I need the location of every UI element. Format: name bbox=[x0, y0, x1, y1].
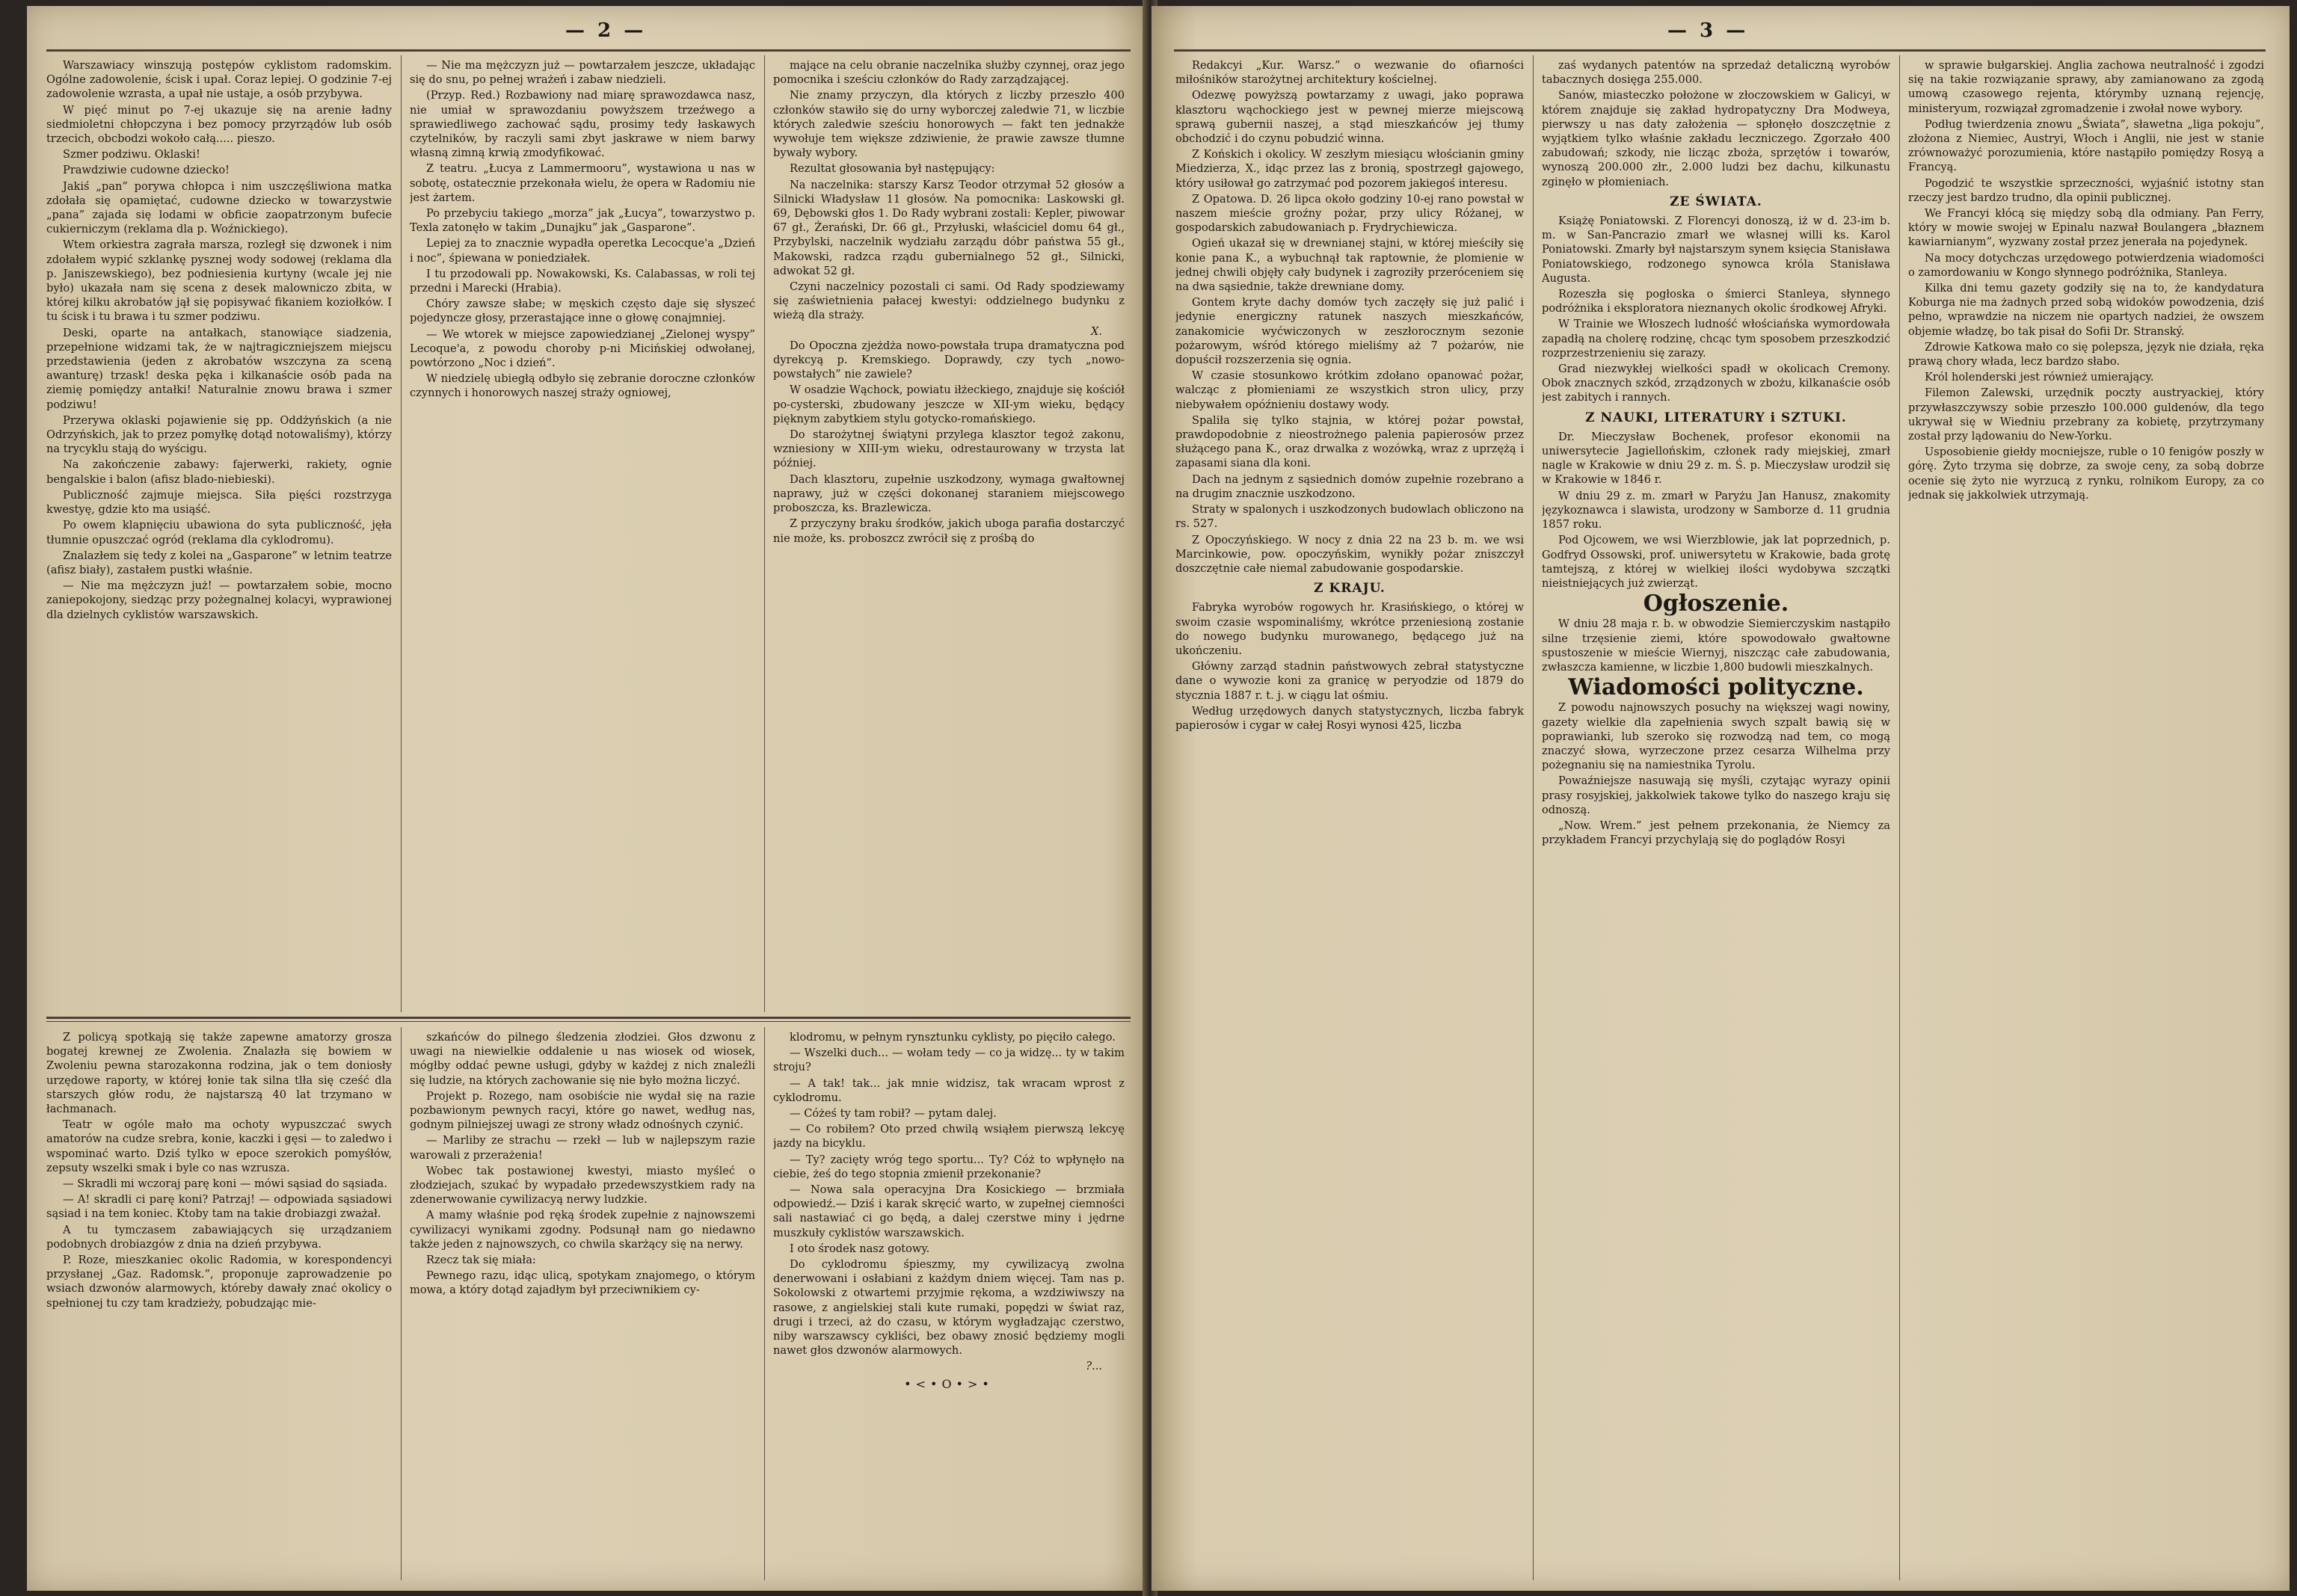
paragraph: W czasie stosunkowo krótkim zdołano opanować pożar, walcząc z płomieniami ze wszystkich stron ulicy, przy niebywałem opóźnieniu dostawy wody. bbox=[1175, 369, 1524, 411]
paragraph: — A! skradli ci parę koni? Patrzaj! — odpowiada sąsiadowi sąsiad i na tem koniec. Ktoby tam na takie drobiazgi zważał. bbox=[46, 1193, 392, 1221]
paragraph: — Nie ma mężczyzn już — powtarzałem jeszcze, układając się do snu, po pełnej wrażeń i zabaw niedzieli. bbox=[410, 59, 755, 87]
paragraph: Projekt p. Rozego, nam osobiście nie wydał się na razie pozbawionym pewnych racyi, które go nawet, według nas, godnym pilniejszej uwagi ze strony władz odnośnych czynić. bbox=[410, 1089, 755, 1132]
paragraph: Rzecz tak się miała: bbox=[426, 1254, 536, 1267]
paragraph: Główny zarząd stadnin państwowych zebrał statystyczne dane o wywozie koni za granicę w peryodzie od 1879 do stycznia 1887 r. t. j. w ciągu lat ośmiu. bbox=[1175, 660, 1524, 702]
right-page bbox=[1151, 6, 2290, 1591]
header-rule-right bbox=[1174, 49, 2266, 52]
paragraph: Deski, oparte na antałkach, stanowiące siadzenia, przepełnione widzami tak, że w najtragiczniejszem miejscu przedstawienia (jeden z akrobatów wszczyna za sceną awanturę) trzask! deska pęka i kilkanaście osób pada na ziemię pomiędzy antałki! Naturalnie znowu brawa i szmer podziwu! bbox=[46, 326, 392, 411]
paragraph: Dach na jednym z sąsiednich domów zupełnie rozebrano a na drugim znacznie uszkodzono. bbox=[1175, 472, 1524, 500]
paragraph: Nie znamy przyczyn, dla których z liczby przeszło 400 członków stawiło się do urny wyborczej zaledwie 71, w liczbie których zaledwie sześciu honorowych — fakt ten jednakże wywołuje tem większe zdziwienie, że prawie zawsze tłumne bywały wybory. bbox=[773, 89, 1125, 160]
paragraph: — Nie ma mężczyzn już! — powtarzałem sobie, mocno zaniepokojony, siedząc przy pożegnalnej kolacyi, wyprawionej dla dzielnych cyklistów warszawskich. bbox=[46, 579, 392, 621]
paragraph: — Co robiłem? Oto przed chwilą wsiąłem pierwszą lekcyę jazdy na bicyklu. bbox=[773, 1123, 1125, 1150]
paragraph: w sprawie bułgarskiej. Anglia zachowa neutralność i zgodzi się na takie rozwiązanie sprawy, aby zamianowano za zgodą umową czasowego rejenta, którymby uznaną rejencję, ministeryum, rozwiązał zgromadzenie i zwołał nowe wybory. bbox=[1908, 59, 2264, 115]
signature-x: X. bbox=[1090, 324, 1102, 338]
paragraph: Po owem klapnięciu ubawiona do syta publiczność, jęła tłumnie opuszczać ogród (reklama dla cyklodromu). bbox=[46, 519, 392, 546]
paragraph: Spaliła się tylko stajnia, w której pożar powstał, prawdopodobnie z nieostrożnego palenia papierosów przez służącego pana K., oraz drwalka z wozówką, wraz z uprzężą i zapasami siana dla koni. bbox=[1175, 413, 1524, 470]
paragraph: Warszawiacy winszują postępów cyklistom radomskim. Ogólne zadowolenie, ścisk i upał. Coraz lepiej. O godzinie 7-ej zadowolenie wzrasta, a upał nie ustaje, a osób przybywa. bbox=[46, 59, 392, 101]
paragraph: Do Opoczna zjeżdża nowo-powstała trupa dramatyczna pod dyrekcyą p. Kremskiego. Doprawdy, czy tych „nowo-powstałych” nie zawiele? bbox=[773, 339, 1125, 381]
paragraph: Z teatru. „Łucya z Lammermooru”, wystawiona u nas w sobotę, ostatecznie przekonała wielu, że opera w Radomiu nie jest żartem. bbox=[410, 162, 755, 204]
paragraph: Na mocy dotychczas urzędowego potwierdzenia wiadomości o zamordowaniu w Kongo słynnego podróżnika, Stanleya. bbox=[1908, 251, 2264, 279]
paragraph: Do cyklodromu śpieszmy, my cywilizacyą zwolna denerwowani i osłabiani z każdym dniem więcej. Tam nas p. Sokolowski z otwartemi przyjmie rękoma, a wzdziwiwszy na rasowe, z angielskiej stali kute rumaki, popędzi w świat raz, drugi i trzeci, aż do czasu, w którym wygładzając czerstwo, niby warszawscy cykliści, bez obawy znosić będziemy mogli nawet głos dzwonów alarmowych. bbox=[773, 1258, 1125, 1358]
paragraph: Usposobienie giełdy mocniejsze, ruble o 10 fenigów poszły w górę. Żyto trzyma się dobrze, za swoje ceny, za sobą dobrze ocenie się żyto nie wyrzucą z rynku, rolnikom Europy, za co jednak się jakkolwiek utrzymają. bbox=[1908, 446, 2264, 502]
paragraph: Gontem kryte dachy domów tych zaczęły się już palić i jedynie energiczny ratunek naszych mieszkańców, zanakomicie wyćwiczonych w zeszłorocznym sezonie pożarowym, wśród którego mieliśmy aż 7 pożarów, nie dopuścił rozszerzenia się ognia. bbox=[1175, 296, 1524, 367]
left-page bbox=[27, 6, 1148, 1591]
paragraph: mające na celu obranie naczelnika służby czynnej, oraz jego pomocnika i sześciu członków do Rady zarządzającej. bbox=[773, 59, 1125, 87]
paragraph: Pewnego razu, idąc ulicą, spotykam znajomego, o którym mowa, a który dotąd zajadłym był przeciwnikiem cy- bbox=[410, 1269, 755, 1297]
paragraph: Fabryka wyrobów rogowych hr. Krasińskiego, o której w swoim czasie wspominaliśmy, wkrótce przeniesioną zostanie do nowego budynku murowanego, będącego już na ukończeniu. bbox=[1175, 601, 1524, 657]
paragraph: Z Opatowa. D. 26 lipca około godziny 10-ej rano powstał w naszem mieście groźny pożar, przy ulicy Różanej, w gospodarskich zabudowaniach p. Frydrychiewicza. bbox=[1175, 192, 1524, 235]
paragraph: zaś wydanych patentów na sprzedaż detaliczną wyrobów tabacznych dosięga 255.000. bbox=[1542, 59, 1890, 87]
paragraph: I tu przodowali pp. Nowakowski, Ks. Calabassas, w roli tej przedni i Marecki (Hrabia). bbox=[410, 267, 755, 295]
paragraph: Pod Ojcowem, we wsi Wierzblowie, jak lat poprzednich, p. Godfryd Ossowski, prof. uniwersytetu w Krakowie, bada grotę tamtejszą, z której w wielkiej ilości wydobywa szczątki nieistniejących już zwierząt. bbox=[1542, 534, 1890, 590]
paragraph: Rezultat głosowania był następujący: bbox=[790, 162, 995, 176]
section-heading-wiadomosci-polityczne: Wiadomości polityczne. bbox=[1568, 674, 1864, 701]
paragraph: Na naczelnika: starszy Karsz Teodor otrzymał 52 głosów a Silnicki Władysław 11 głosów. Na pomocnika: Laskowski gł. 69, Dębowski głos 1. Do Rady wybrani zostali: Kepler, piwowar 67 gł., Żerański, Dr. 66 gł., Przyłuski, właściciel domu 64 gł., Przybylski, naczelnik wydziału zarządu dóbr państwa 55 gł., Makowski, radzca rządu gubernialnego 52 gł., Silnicki, adwokat 52 gł. bbox=[773, 178, 1125, 277]
feuilleton-rule bbox=[46, 1017, 1131, 1019]
paragraph: Kilka dni temu gazety godziły się na to, że kandydatura Koburga nie ma żadnych przed sobą widoków powodzenia, dziś pełno, wprawdzie na niczem nie opartych nadziei, że owszem objemie władzę, bo tak pisał do Sofii Dr. Stranský. bbox=[1908, 282, 2264, 338]
paragraph: Z Końskich i okolicy. W zeszłym miesiącu włościanin gminy Miedzierza, X., idąc przez las z bronią, spostrzegł gajowego, który usiłował go zatrzymać pod pozorem jakiegoś interesu. bbox=[1175, 148, 1524, 190]
paragraph: — Nowa sala operacyjna Dra Kosickiego — brzmiała odpowiedź.— Dziś i karak skręcić warto, w zupełnej ciemności sali nastawiać ci go będą, a dalej czerstwe miny i jędrne muszkuły cyklistów warszawskich. bbox=[773, 1183, 1125, 1239]
paragraph: Książę Poniatowski. Z Florencyi donoszą, iż w d. 23-im b. m. w San-Pancrazio zmarł we własnej willi ks. Karol Poniatowski. Zmarły był najstarszym synem księcia Stanisława Poniatowskiego, rodzonego synowca króla Stanisława Augusta. bbox=[1542, 215, 1890, 285]
paragraph: Sanów, miasteczko położone w złoczowskiem w Galicyi, w którem znajduje się zakład hydropatyczny Dra Modweya, pierwszy u nas daty założenia — spłonęło doszczętnie z wyjątkiem tylko właśnie zakładu leczniczego. Zgorzało 400 zabudowań; szkody, nie licząc zboża, sprzętów i towarów, wynoszą 200.000 złr., 2.000 ludzi bez dachu, kilkunastu zginęło w płomieniach. bbox=[1542, 89, 1890, 188]
paragraph: Odezwę powyższą powtarzamy z uwagi, jako poprawa klasztoru wąchockiego jest w pewnej mierze miejscową sprawą gubernii naszej, a stąd mieszkańców jej tłumy obchodzić i do czynu pobudzić winna. bbox=[1175, 89, 1524, 146]
paragraph: P. Roze, mieszkaniec okolic Radomia, w korespondencyi przysłanej „Gaz. Radomsk.”, proponuje zaprowadzenie po wsiach dzwonów alarmowych, któreby dawały znać okolicy o spełnionej tu czy tam kradzieży, pobudzając mie- bbox=[46, 1254, 392, 1310]
column-divider bbox=[764, 1027, 765, 1580]
paragraph: Dach klasztoru, zupełnie uszkodzony, wymaga gwałtownej naprawy, już w części dokonanej staraniem miejscowego proboszcza, ks. Brazlewicza. bbox=[773, 472, 1125, 515]
paragraph: — We wtorek w miejsce zapowiedzianej „Zielonej wyspy” Lecoque'a, z powodu choroby p-ni Micińskiej odwołanej, powtórzono „Noc i dzień”. bbox=[410, 327, 755, 370]
paragraph: Teatr w ogóle mało ma ochoty wypuszczać swych amatorów na cudze srebra, konie, kaczki i gęsi — to zaledwo i wspominać warto. Dziś tylko w epoce szerokich pomyśłów, zepsuty wszelki smak i byle co nas wzrusza. bbox=[46, 1118, 392, 1174]
paragraph: W niedzielę ubiegłą odbyło się zebranie doroczne członków czynnych i honorowych naszej straży ogniowej, bbox=[410, 372, 755, 400]
column-divider bbox=[1899, 55, 1900, 1580]
paragraph: Powaźniejsze nasuwają się myśli, czytając wyrazy opinii prasy rosyjskiej, jakkolwiek takowe tylko do naszego kraju się odnoszą. bbox=[1542, 774, 1890, 816]
paragraph: Publiczność zajmuje miejsca. Siła pięści rozstrzyga kwestyę, gdzie kto ma usiąść. bbox=[46, 488, 392, 517]
paragraph: Zdrowie Katkowa mało co się polepsza, język nie działa, ręka prawą chory włada, lecz bardzo słabo. bbox=[1908, 340, 2264, 369]
paragraph: — A tak! tak... jak mnie widzisz, tak wracam wprost z cyklodromu. bbox=[773, 1076, 1125, 1104]
paragraph: Lepiej za to znacznie wypadła operetka Lecocque'a „Dzień i noc”, śpiewana w poniedziałek. bbox=[410, 237, 755, 265]
paragraph: „Now. Wrem.” jest pełnem przekonania, że Niemcy za przykładem Francyi przychylają się do poglądów Rosyi bbox=[1542, 819, 1890, 847]
paragraph: Filemon Zalewski, urzędnik poczty austryackiej, który przywłaszczywszy sobie przeszło 100.000 guldenów, dla tego ukrywał się w Wiedniu przebrany za kobietę, przytrzymany został przy lądowaniu do New-Yorku. bbox=[1908, 386, 2264, 443]
paragraph: — Wszelki duch... — wołam tedy — co ja widzę... ty w takim stroju? bbox=[773, 1047, 1125, 1074]
right-col-1 bbox=[1175, 58, 1524, 1576]
paragraph: szkańców do pilnego śledzenia złodziei. Głos dzwonu z uwagi na niewielkie oddalenie u nas wiosek od wiosek, mógłby oddać pewne usługi, gdyby w każdej z nich znaleźli się ludzie, na których zachowanie się nie było można liczyć. bbox=[410, 1031, 755, 1087]
page-number-right: — 3 — bbox=[1667, 19, 1749, 42]
paragraph: Przerywa oklaski pojawienie się pp. Oddżyńskich (a nie Odrzyńskich, jak to przez pomyłkę dotąd notowaliśmy), którzy na trycyklu stają do wyścigu. bbox=[46, 413, 392, 456]
paragraph: Szmer podziwu. Oklaski! bbox=[63, 148, 200, 161]
left-col-5 bbox=[410, 1030, 755, 1576]
paragraph: W osadzie Wąchock, powiatu iłżeckiego, znajduje się kościół po-cysterski, zbudowany jeszcze w XII-ym wieku, będący pięknym zabytkiem stylu gotycko-romańskiego. bbox=[773, 383, 1125, 425]
section-heading-ogloszenie: Ogłoszenie. bbox=[1643, 591, 1789, 617]
paragraph: Czyni naczelnicy pozostali ci sami. Od Rady spodziewamy się zaświetnienia pałacej kwestyi: oddzielnego budynku z wieżą dla straży. bbox=[773, 280, 1125, 322]
paragraph: Do starożytnej świątyni przylega klasztor tegoż zakonu, wzniesiony w XIII-ym wieku, odrestaurowany w trzysta lat później. bbox=[773, 428, 1125, 470]
right-col-3 bbox=[1908, 58, 2264, 1576]
paragraph: Grad niezwykłej wielkości spadł w okolicach Cremony. Obok znacznych szkód, zrządzonych w zbożu, kilkanaście osób jest zabitych i rannych. bbox=[1542, 363, 1890, 404]
paragraph: Straty w spalonych i uszkodzonych budowlach obliczono na rs. 527. bbox=[1175, 503, 1524, 531]
paragraph: Z powodu najnowszych posuchy na większej wagi nowiny, gazety wielkie dla zapełnienia swych szpalt bawią się w poprawianki, lub szeroko się rozwodzą nad tem, co mogą znaczyć słowa, wyrzeczone przez cesarza Wilhelma przy pożegnaniu się na namiestnika Tyrolu. bbox=[1542, 701, 1890, 772]
column-divider bbox=[1533, 55, 1534, 1580]
signature-ellipsis: ?... bbox=[1086, 1360, 1102, 1373]
paragraph: W dniu 29 z. m. zmarł w Paryżu Jan Hanusz, znakomity językoznawca i slawista, urodzony w Samborze d. 11 grudnia 1857 roku. bbox=[1542, 489, 1890, 532]
paragraph: — Skradli mi wczoraj parę koni — mówi sąsiad do sąsiada. bbox=[63, 1177, 388, 1191]
feuilleton-rule-thin bbox=[46, 1021, 1131, 1022]
column-divider bbox=[401, 1027, 402, 1580]
paragraph: Jakiś „pan” porywa chłopca i nim uszczęśliwiona matka zdołała się opamiętać, cudowne dziecko w towarzystwie „pana” zajada się lodami w obficie zaopatrzonym bufecie cukierniczym (reklama dla p. Woźnickiego). bbox=[46, 179, 392, 236]
paragraph: — Cóżeś ty tam robił? — pytam dalej. bbox=[790, 1107, 997, 1121]
paragraph: Chóry zawsze słabe; w męskich często daje się słyszeć pojedyncze głosy, przerastające inne o głowę conajmniej. bbox=[410, 298, 755, 325]
paragraph: Wtem orkiestra zagrała marsza, rozległ się dzwonek i nim zdołałem wypić szklankę pysznej wody sodowej (reklama dla p. Janiszewskiego), bez podniesienia kurtyny (wcale jej nie było) ukazała nam się scena z desek malowniczo zbita, w której kilku akrobatów jął się popisywać fikaniem koziołków. I tu ścisk i tu brawa i tu szmer podziwu. bbox=[46, 238, 392, 324]
left-col-1 bbox=[46, 58, 392, 1008]
paragraph: Znalazłem się tedy z kolei na „Gasparone” w letnim teatrze (afisz biały), zastałem pustki właśnie. bbox=[46, 549, 392, 576]
left-col-2 bbox=[410, 58, 755, 1008]
section-heading-z-kraju: Z KRAJU. bbox=[1314, 581, 1386, 597]
page-number-left: — 2 — bbox=[565, 19, 647, 42]
paragraph: W pięć minut po 7-ej ukazuje się na arenie ładny siedmioletni chłopczyna i bez pomocy przyrządów lub osób trzecich, obcbodzi wokoło całą..... pieszo. bbox=[46, 103, 392, 146]
column-divider bbox=[401, 55, 402, 1012]
paragraph: W dniu 28 maja r. b. w obwodzie Siemierczyskim nastąpiło silne trzęsienie ziemi, które spowodowało gwałtowne spustoszenie w mieście Wiernyj, niszcząc całe zabudowania, zwłaszcza kamienne, w liczbie 1,800 budowli mieszkalnych. bbox=[1542, 617, 1890, 674]
paragraph: Prawdziwie cudowne dziecko! bbox=[63, 164, 230, 177]
paragraph: A mamy właśnie pod ręką środek zupełnie z najnowszemi cywilizacyi wynikami zgodny. Podsunął nam go niedawno także jeden z najnowszych, co chwila skarżący się na nerwy. bbox=[410, 1209, 755, 1251]
paragraph: Na zakończenie zabawy: fajerwerki, rakiety, ognie bengalskie i balon (afisz blado-niebieski). bbox=[46, 458, 392, 486]
paragraph: Dr. Mieczysław Bochenek, profesor ekonomii na uniwersytecie Jagiellońskim, członek rady miejskiej, zmarł nagle w Krakowie w dniu 29 z. m. Ś. p. Mieczysław urodził się w Krakowie w 1846 r. bbox=[1542, 430, 1890, 487]
paragraph: — Marliby ze strachu — rzekł — lub w najlepszym razie warowali z przerażenia! bbox=[410, 1134, 755, 1162]
paragraph: Ogień ukazał się w drewnianej stajni, w której mieściły się konie pana K., a wybuchnął tak raptownie, że plomienie w jednej chwili objęły cały budynek i zagroziły przeróceniem się na dwa sąsiednie, także drewniane domy. bbox=[1175, 237, 1524, 294]
paragraph: Rozeszła się pogłoska o śmierci Stanleya, słynnego podróżnika i eksploratora nieznanych okolic środkowej Afryki. bbox=[1542, 288, 1890, 315]
paragraph: A tu tymczasem zabawiających się urządzaniem podobnych drobiazgów z dnia na dzień przybywa. bbox=[46, 1223, 392, 1251]
paragraph: Podług twierdzenia znowu „Świata”, sławetna „liga pokoju”, złożona z Niemiec, Austryi, Włoch i Anglii, nie jest w stanie zrównoważyć porozumienia, które nastąpiło pomiędzy Rosyą a Francyą. bbox=[1908, 117, 2264, 174]
paragraph: I oto środek nasz gotowy. bbox=[790, 1242, 930, 1255]
paragraph: (Przyp. Red.) Rozbawiony nad miarę sprawozdawca nasz, nie umiał w sprawozdaniu powyższem trzeźwego a sprawiedliwego zachować sądu, prosimy tedy łaskawych czytelników, by raczyli sami zbyt jaskrawe w niem barwy własną zimną krwią zmodyfikować. bbox=[410, 89, 755, 160]
ornament: •<•O•>• bbox=[904, 1376, 994, 1391]
paragraph: Według urzędowych danych statystycznych, liczba fabryk papierosów i cygar w całej Rosyi wynosi 425, liczba bbox=[1175, 704, 1524, 732]
section-heading-ze-swiata: ZE ŚWIATA. bbox=[1670, 194, 1762, 209]
header-rule-left bbox=[46, 49, 1131, 52]
section-heading-z-nauki: Z NAUKI, LITERATURY i SZTUKI. bbox=[1585, 410, 1847, 425]
paragraph: Pogodzić te wszystkie sprzeczności, wyjaśnić istotny stan rzeczy jest bardzo trudno, dla opinii publicznej. bbox=[1908, 176, 2264, 204]
paragraph: Z przyczyny braku środków, jakich uboga parafia dostarczyć nie może, ks. proboszcz zwrócił się z prośbą do bbox=[773, 517, 1125, 545]
left-col-3 bbox=[773, 58, 1125, 1008]
paragraph: Po przebyciu takiego „morza” jak „Łucya”, towarzystwo p. Texla zatonęło w takim „Dunajku” jak „Gasparone”. bbox=[410, 207, 755, 235]
right-col-2 bbox=[1542, 58, 1890, 1576]
paragraph: Z Opoczyńskiego. W nocy z dnia 22 na 23 b. m. we wsi Marcinkowie, pow. opoczyńskim, wynikły pożar zniszczył doszczętnie całe niemal zabudowanie gospodarskie. bbox=[1175, 533, 1524, 575]
column-divider bbox=[764, 55, 765, 1012]
paragraph: Z policyą spotkają się także zapewne amatorzy grosza bogatej krewnej ze Zwolenia. Znalazła się bowiem w Zwoleniu pewna starozakonna rodzina, jak o tem doniosły urzędowe raporty, w której łonie tak silna tlła się cześć dla starszych głów rodu, że najstarszą 40 lat trzymano w łachmanach. bbox=[46, 1031, 392, 1116]
paragraph: — Ty? zacięty wróg tego sportu... Ty? Cóż to wpłynęło na ciebie, żeś do tego stopnia zmienił przekonanie? bbox=[773, 1153, 1125, 1180]
paragraph: Wobec tak postawionej kwestyi, miasto myśleć o złodziejach, szukać by wypadało przedewszystkiem rady na zdenerwowanie cywilizacyą nerwy ludzkie. bbox=[410, 1164, 755, 1207]
paragraph: We Francyi kłócą się między sobą dla odmiany. Pan Ferry, który w mowie swojej w Epinalu nazwał Boulangera „błaznem kawiarnianym”, wyzwany został przez jenerała na pojedynek. bbox=[1908, 207, 2264, 249]
paragraph: klodromu, w pełnym rynsztunku cyklisty, po pięciło całego. bbox=[790, 1031, 1116, 1044]
paragraph: W Trainie we Włoszech ludność włościańska wymordowała zapadłą na cholerę rodzinę, chcąc tym sposobem przeszkodzić rozprzestrzenieniu się zarazy. bbox=[1542, 318, 1890, 360]
left-col-4 bbox=[46, 1030, 392, 1576]
paragraph: Redakcyi „Kur. Warsz.” o wezwanie do ofiarności miłośników starożytnej architektury kościelnej. bbox=[1175, 59, 1524, 87]
paragraph: Król holenderski jest również umierający. bbox=[1925, 371, 2154, 384]
left-col-6 bbox=[773, 1030, 1125, 1576]
